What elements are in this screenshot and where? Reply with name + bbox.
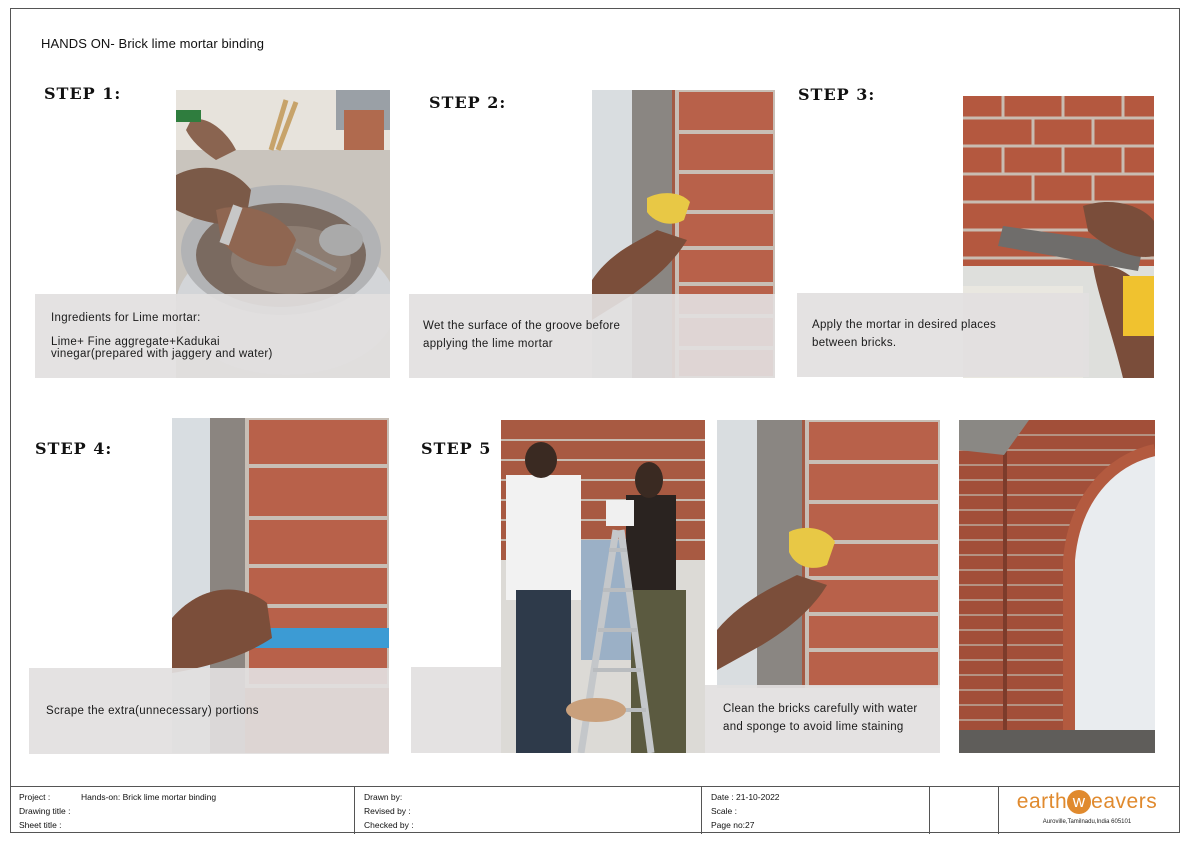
step-5-photo-cleaning bbox=[717, 420, 940, 688]
caption-line: between bricks. bbox=[812, 336, 897, 349]
step-4-caption bbox=[29, 668, 389, 754]
caption-line: vinegar(prepared with jaggery and water) bbox=[51, 348, 273, 361]
sheet-title-row bbox=[19, 820, 62, 830]
caption-line: applying the lime mortar bbox=[423, 337, 553, 350]
logo-prefix: earth bbox=[1016, 790, 1068, 813]
caption-spacer bbox=[51, 328, 390, 336]
caption-line: Clean the bricks carefully with water bbox=[723, 703, 918, 715]
caption-line: Wet the surface of the groove before bbox=[423, 320, 621, 332]
step-5-title: STEP 5 bbox=[421, 439, 492, 458]
step-4-title: STEP 4: bbox=[35, 439, 113, 458]
step-3-title: STEP 3: bbox=[798, 85, 876, 104]
step-1-caption bbox=[35, 294, 390, 378]
caption-line: Apply the mortar in desired places bbox=[812, 319, 997, 331]
project-row bbox=[19, 792, 217, 802]
logo-w-circle-icon: w bbox=[1067, 790, 1091, 814]
title-block-people-col bbox=[355, 787, 702, 834]
title-block-blank-col bbox=[930, 787, 999, 834]
logo-wordmark bbox=[1012, 790, 1162, 814]
caption-line: Ingredients for Lime mortar: bbox=[51, 312, 201, 324]
drawn-by-label: Drawn by: bbox=[364, 792, 403, 802]
date-label: Date : 21-10-2022 bbox=[711, 792, 780, 802]
step-5-photo-finished-arch bbox=[959, 420, 1155, 753]
project-label: Project : bbox=[19, 792, 51, 802]
logo-suffix: eavers bbox=[1091, 790, 1158, 813]
title-block bbox=[10, 786, 1180, 833]
step-2-caption bbox=[409, 294, 775, 378]
scale-label: Scale : bbox=[711, 806, 737, 816]
step-5-photo-ladder bbox=[501, 420, 705, 753]
step-2-title: STEP 2: bbox=[429, 93, 507, 112]
step-5-caption-bg-left bbox=[411, 667, 503, 753]
caption-line: Lime+ Fine aggregate+Kadukai bbox=[51, 335, 220, 348]
drawing-title-label: Drawing title : bbox=[19, 806, 71, 816]
step-5-caption bbox=[705, 685, 940, 753]
drawing-title-row bbox=[19, 806, 71, 816]
caption-line: Scrape the extra(unnecessary) portions bbox=[46, 705, 259, 717]
earthweavers-logo bbox=[1012, 790, 1162, 825]
step-1-title: STEP 1: bbox=[44, 84, 122, 103]
caption-line: and sponge to avoid lime staining bbox=[723, 720, 904, 733]
revised-by-label: Revised by : bbox=[364, 806, 411, 816]
project-value: Hands-on: Brick lime mortar binding bbox=[81, 792, 217, 802]
page-title: HANDS ON- Brick lime mortar binding bbox=[41, 36, 265, 51]
title-block-project-col bbox=[10, 787, 355, 834]
sheet-title-label: Sheet title : bbox=[19, 820, 62, 830]
page-number: Page no:27 bbox=[711, 820, 755, 830]
title-block-date-col bbox=[702, 787, 930, 834]
checked-by-label: Checked by : bbox=[364, 820, 414, 830]
step-3-caption bbox=[797, 293, 1089, 377]
logo-address: Auroville,Tamilnadu,India 605101 bbox=[1042, 819, 1132, 825]
